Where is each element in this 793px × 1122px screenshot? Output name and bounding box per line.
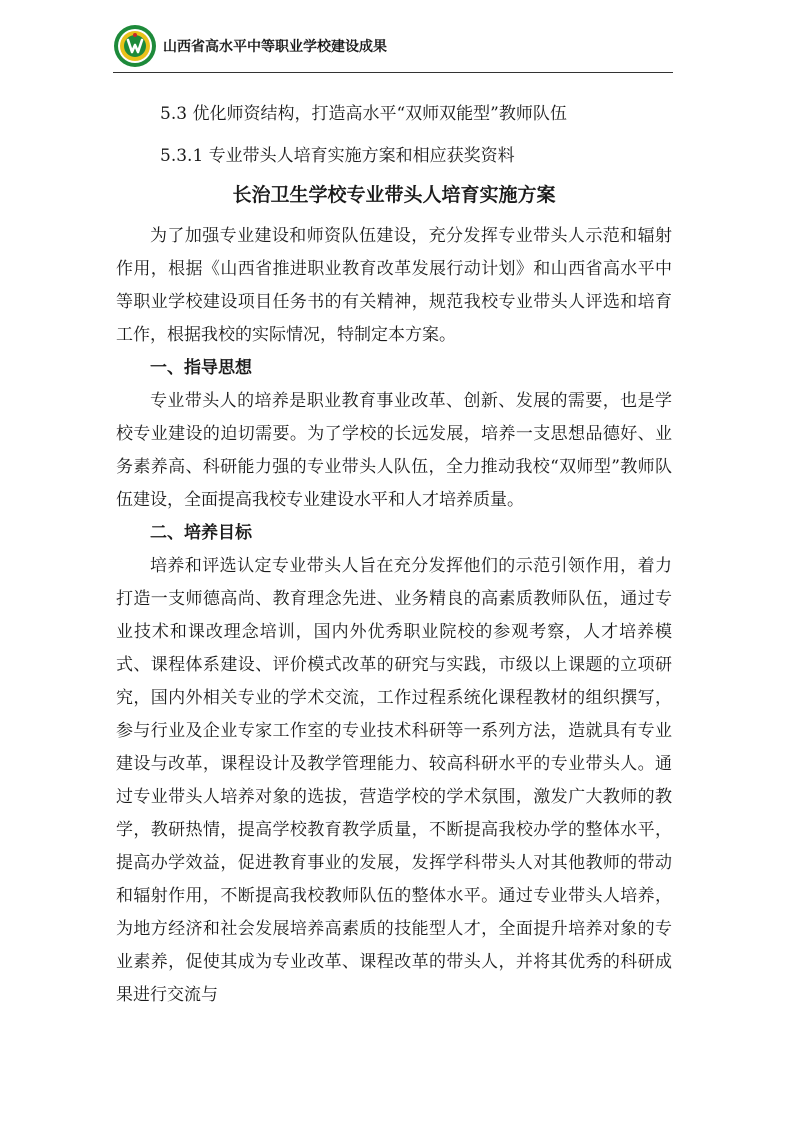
header-divider bbox=[113, 72, 673, 73]
header-title: 山西省高水平中等职业学校建设成果 bbox=[163, 39, 387, 55]
training-goals-paragraph: 培养和评选认定专业带头人旨在充分发挥他们的示范引领作用，着力打造一支师德高尚、教育理念先进、业务精良的高素质教师队伍，通过专业技术和课改理念培训，国内外优秀职业院校的参观考察，人才培养模式、课程体系建设、评价模式改革的研究与实践，市级以上课题的立项研究，国内外相关专业的学术交流，工作过程系统化课程教材的组织撰写，参与行业及企业专家工作室的专业技术科研等一系列方法，造就具有专业建设与改革，课程设计及教学管理能力、较高科研水平的专业带头人。通过专业带头人培养对象的选拔，营造学校的学术氛围，激发广大教师的教学，教研热情，提高学校教育教学质量，不断提高我校办学的整体水平，提高办学效益，促进教育事业的发展，发挥学科带头人对其他教师的带动和辐射作用，不断提高我校教师队伍的整体水平。通过专业带头人培养，为地方经济和社会发展培养高素质的技能型人才，全面提升培养对象的专业素养，促使其成为专业改革、课程改革的带头人，并将其优秀的科研成果进行交流与 bbox=[116, 556, 672, 1005]
heading-guiding-ideology: 一、指导思想 bbox=[150, 358, 252, 378]
guiding-ideology-paragraph: 专业带头人的培养是职业教育事业改革、创新、发展的需要，也是学校专业建设的迫切需要。为了学校的长远发展，培养一支思想品德好、业务素养高、科研能力强的专业带头人队伍，全力推动我校“双师型”教师队伍建设，全面提高我校专业建设水平和人才培养质量。 bbox=[116, 391, 672, 510]
section-heading-5-3-1: 5.3.1 专业带头人培育实施方案和相应获奖资料 bbox=[160, 146, 515, 166]
section-heading-5-3: 5.3 优化师资结构，打造高水平“双师双能型”教师队伍 bbox=[160, 104, 567, 124]
heading-training-goals: 二、培养目标 bbox=[150, 523, 252, 543]
school-emblem-icon bbox=[113, 24, 157, 68]
page-header bbox=[113, 22, 673, 72]
page-content bbox=[116, 96, 672, 1012]
intro-paragraph: 为了加强专业建设和师资队伍建设，充分发挥专业带头人示范和辐射作用，根据《山西省推进职业教育改革发展行动计划》和山西省高水平中等职业学校建设项目任务书的有关精神，规范我校专业带头人评选和培育工作，根据我校的实际情况，特制定本方案。 bbox=[116, 226, 672, 345]
document-title: 长治卫生学校专业带头人培育实施方案 bbox=[232, 184, 556, 206]
